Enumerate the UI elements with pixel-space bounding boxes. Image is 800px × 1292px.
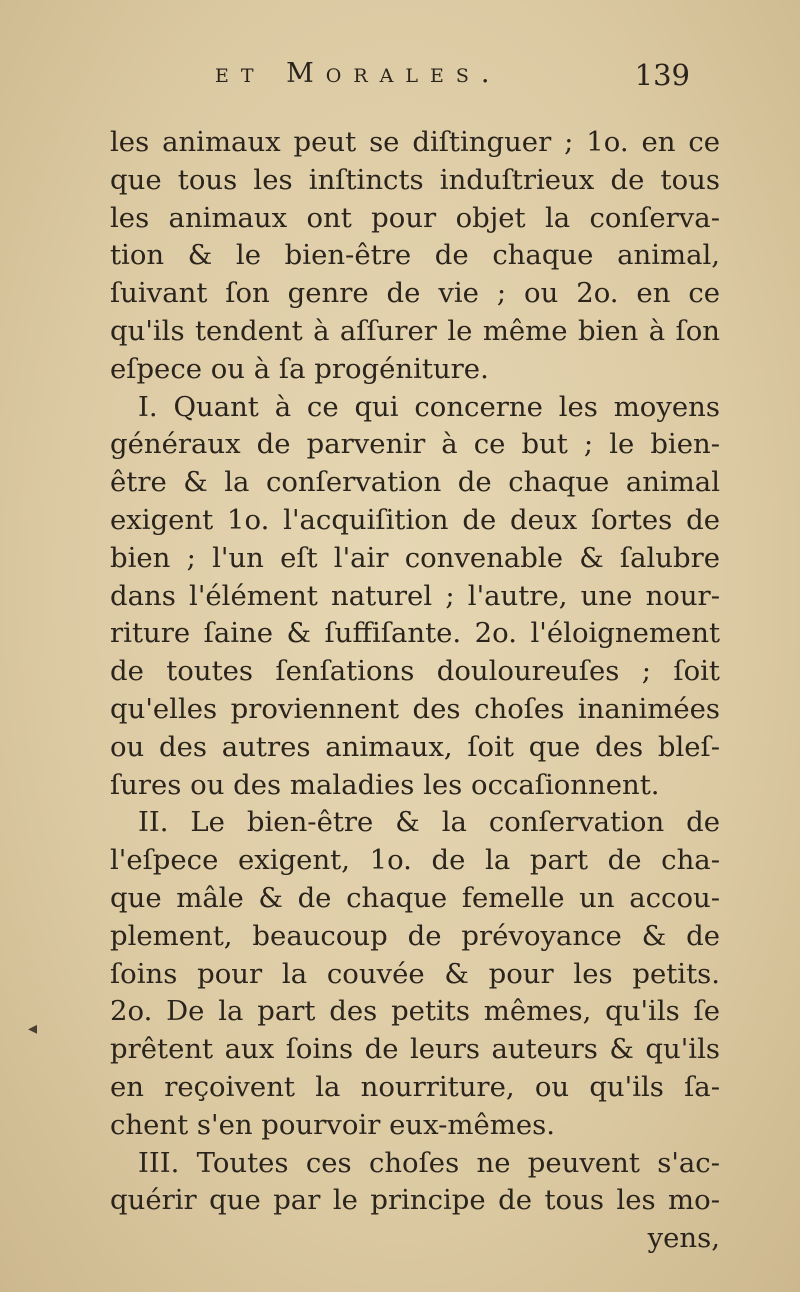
text-line: ſuivant ſon genre de vie ; ou 2o. en ce [110, 277, 720, 310]
paragraph-iii-start: III. Toutes ces choſes ne peuvent s'ac- [138, 1146, 720, 1179]
text-line: ſures ou des maladies les occaſionnent. [110, 768, 660, 801]
text-line: bien ; l'un eſt l'air convenable & ſalubre [110, 541, 720, 574]
paragraph-ii-start: II. Le bien-être & la conſervation de [138, 806, 720, 839]
text-line: qu'elles proviennent des choſes inanimées [110, 692, 720, 725]
text-line: qu'ils tendent à aſſurer le même bien à ſon [110, 314, 720, 347]
text-line: que tous les inſtincts induſtrieux de tous [110, 163, 720, 196]
text-line: dans l'élément naturel ; l'autre, une nour- [110, 579, 720, 612]
text-line: ou des autres animaux, ſoit que des bleſ- [110, 730, 720, 763]
text-line: tion & le bien-être de chaque animal, [110, 239, 720, 272]
text-line: quérir que par le principe de tous les mo- [110, 1184, 720, 1217]
text-line: de toutes ſenſations douloureuſes ; ſoit [110, 655, 720, 688]
body-text [110, 124, 720, 1258]
page-header [215, 58, 690, 98]
catchword: yens, [647, 1222, 720, 1255]
text-line: en reçoivent la nourriture, ou qu'ils ſa- [110, 1070, 720, 1103]
text-line: les animaux peut se diſtinguer ; 1o. en ce [110, 126, 720, 158]
text-line: eſpece ou à ſa progéniture. [110, 352, 489, 385]
text-line: ſoins pour la couvée & pour les petits. [110, 957, 720, 990]
text-line: être & la conſervation de chaque animal [110, 466, 720, 499]
running-title: et Morales. [215, 58, 502, 89]
page-number: 139 [634, 58, 690, 92]
margin-arrow-icon: ◂ [28, 1018, 38, 1039]
text-line: 2o. De la part des petits mêmes, qu'ils ſe [110, 995, 720, 1028]
text-line: prêtent aux ſoins de leurs auteurs & qu'ils [110, 1033, 720, 1066]
text-line: plement, beaucoup de prévoyance & de [110, 919, 720, 952]
text-line: exigent 1o. l'acquiſition de deux ſortes de [110, 503, 720, 536]
text-line: généraux de parvenir à ce but ; le bien- [110, 428, 720, 461]
text-line: que mâle & de chaque femelle un accou- [110, 881, 720, 914]
paragraph-i-start: I. Quant à ce qui concerne les moyens [138, 390, 720, 423]
text-line: chent s'en pourvoir eux-mêmes. [110, 1108, 555, 1141]
text-line: les animaux ont pour objet la conſerva- [110, 201, 720, 234]
text-line: l'eſpece exigent, 1o. de la part de cha- [110, 844, 720, 877]
text-line: riture ſaine & ſuffiſante. 2o. l'éloignement [110, 617, 720, 650]
